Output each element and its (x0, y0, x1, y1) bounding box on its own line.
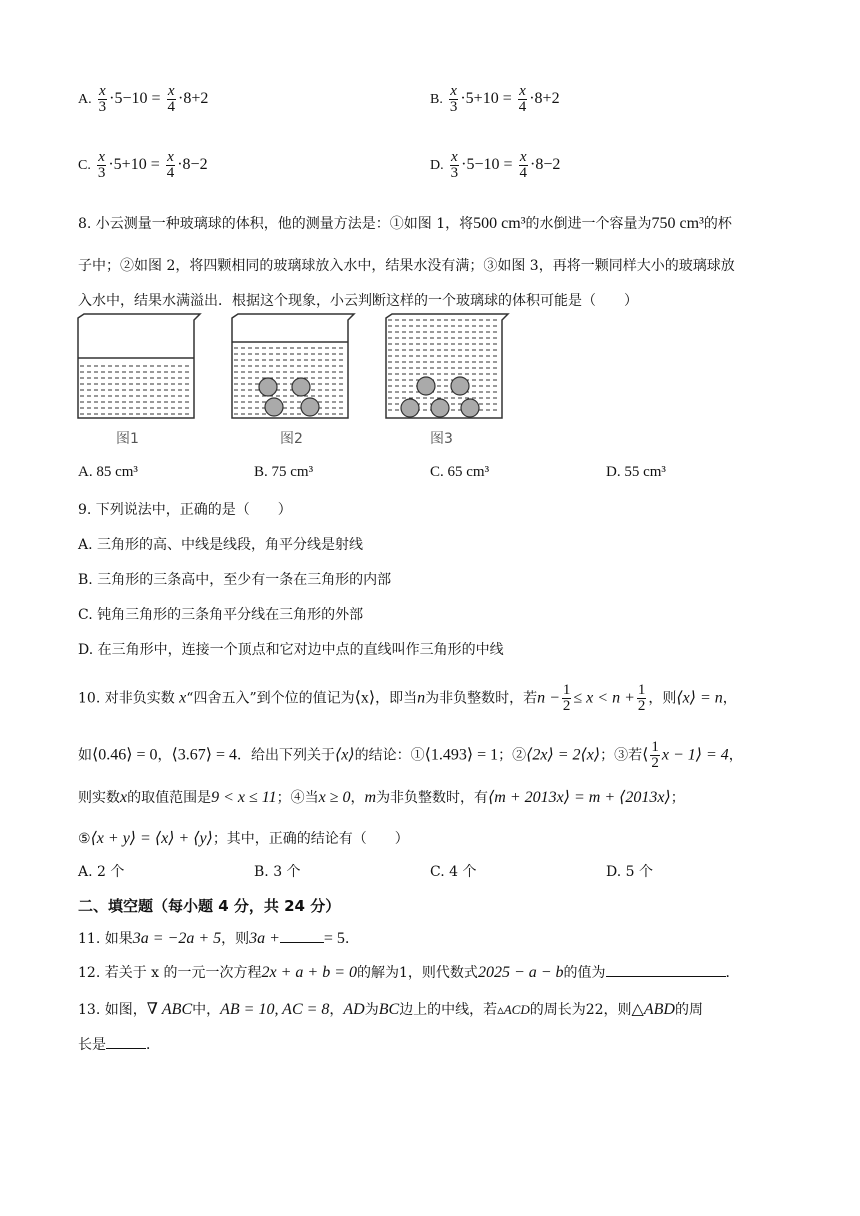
q7-option-a[interactable] (78, 84, 208, 115)
fraction (98, 84, 108, 115)
beaker-2 (232, 314, 354, 418)
q9-stem: 9. 下列说法中，正确的是（ ） (78, 502, 292, 518)
q9-option-c[interactable]: C. 钝角三角形的三条角平分线在三角形的外部 (78, 607, 364, 623)
text: 为非负整数时，若 (425, 690, 538, 707)
math-text: 3a + (249, 930, 280, 947)
denominator: 4 (167, 99, 175, 115)
text: 的水倒进一个容量为 (525, 216, 652, 232)
text: ， (157, 747, 172, 764)
text: ．给出下列关于 (237, 747, 336, 764)
q10-stem-line4 (78, 829, 409, 849)
text: ． (146, 1037, 160, 1053)
math-text: ≤ x < n + (573, 689, 635, 707)
option-label: C. (78, 158, 91, 174)
text: ， (350, 790, 365, 806)
text: 11. 如果 (78, 931, 133, 947)
fraction (518, 84, 528, 115)
numerator: 1 (651, 739, 659, 755)
numerator: 1 (637, 682, 646, 698)
text: 长是 (78, 1037, 106, 1053)
denominator: 3 (449, 99, 458, 115)
numerator: x (451, 149, 458, 165)
math-text: ·8−2 (530, 156, 561, 174)
text: ；其中，正确的结论有（ ） (212, 831, 409, 847)
math-text: x ≥ 0 (318, 789, 351, 806)
math-text: ⟨x⟩ (335, 746, 355, 764)
math-text: 3a = −2a + 5 (132, 930, 222, 947)
denominator: 4 (166, 165, 175, 181)
math-text: m (364, 789, 377, 806)
q10-option-c[interactable]: C. 4 个 (430, 864, 477, 880)
q7-option-d[interactable] (430, 150, 560, 181)
text: 8. 小云测量一种玻璃球的体积，他的测量方法是：①如图 1，将 (78, 216, 474, 232)
text: 边上的中线，若 (399, 1002, 498, 1018)
math-text: 2x + a + b = 0 (261, 964, 358, 981)
numerator: x (167, 149, 174, 165)
text: ； (670, 790, 685, 806)
math-text: ⟨x⟩ = n (676, 689, 723, 707)
math-text: 750 cm³ (651, 215, 704, 232)
math-text: BC (378, 1001, 400, 1018)
q11 (78, 929, 359, 949)
q7-option-b[interactable] (430, 84, 560, 115)
math-text: = 5 (323, 930, 345, 947)
math-text: ⟨0.46⟩ = 0 (92, 746, 158, 764)
math-text: n (417, 689, 426, 707)
math-text: ·5+10 = (460, 90, 516, 108)
math-text: ⟨x + y⟩ = ⟨x⟩ + ⟨y⟩ (90, 830, 213, 847)
q8-option-c[interactable]: C. 65 cm³ (430, 464, 490, 480)
figure-2-caption: 图2 (280, 431, 303, 447)
beaker-3 (386, 314, 508, 418)
q9-option-a[interactable]: A. 三角形的高、中线是线段，角平分线是射线 (78, 537, 364, 553)
math-text: x (120, 789, 128, 806)
q13-line1 (78, 1000, 703, 1020)
text: 为 (364, 1002, 379, 1018)
fraction (167, 84, 177, 115)
text: ；④当 (276, 790, 319, 806)
q8-stem-line3: 入水中，结果水满溢出．根据这个现象，小云判断这样的一个玻璃球的体积可能是（ ） (78, 293, 638, 309)
beaker-1 (78, 314, 200, 418)
math-text: △ABD (631, 1001, 675, 1018)
math-text: ·8+2 (178, 90, 209, 108)
text: 的周 (674, 1002, 703, 1018)
math-text: ·8−2 (177, 156, 208, 174)
denominator: 2 (562, 698, 571, 714)
text: 13. 如图， (78, 1002, 147, 1018)
numerator: x (519, 149, 527, 165)
q10-stem-line2 (78, 740, 743, 771)
numerator: x (450, 83, 457, 99)
fraction (562, 683, 572, 714)
q10-option-a[interactable]: A. 2 个 (78, 864, 125, 880)
answer-blank[interactable] (606, 976, 726, 977)
denominator: 3 (98, 99, 107, 115)
text: ， (329, 1002, 344, 1018)
denominator: 3 (97, 165, 106, 181)
math-text: 500 cm³ (473, 215, 526, 232)
answer-blank[interactable] (106, 1048, 146, 1049)
denominator: 2 (651, 755, 659, 771)
option-label: D. (430, 158, 444, 174)
q7-option-c[interactable] (78, 150, 208, 181)
math-text: AB = 10, AC = 8 (220, 1001, 330, 1018)
figure-3-caption: 图3 (430, 431, 453, 447)
fraction (97, 150, 107, 181)
fraction (650, 740, 660, 771)
math-text: x (179, 689, 187, 707)
text: 中， (192, 1002, 221, 1018)
math-text: 9 < x ≤ 11 (211, 789, 277, 806)
math-text: ∇ ABC (146, 1001, 193, 1018)
q10-stem-line3 (78, 788, 685, 808)
text: 的结论：① (354, 747, 425, 764)
math-text: AD (343, 1001, 365, 1018)
text: ，则 (648, 690, 677, 707)
text: 如 (78, 747, 92, 764)
answer-blank[interactable] (280, 942, 324, 943)
section-title: 二、填空题（每小题 4 分，共 24 分） (78, 897, 341, 915)
math-text: n − (537, 689, 560, 707)
text: ；② (498, 747, 527, 764)
math-text: ·5+10 = (108, 156, 164, 174)
text: ， (722, 690, 737, 707)
text: ． (725, 965, 740, 981)
q8-stem-line1 (78, 214, 732, 234)
math-text: ⟨3.67⟩ = 4 (171, 746, 238, 764)
q10-stem-line1 (78, 683, 737, 714)
numerator: x (519, 83, 526, 99)
math-text: ⟨2x⟩ = 2⟨x⟩ (526, 746, 601, 764)
math-text: ▵ACD (497, 1002, 530, 1017)
denominator: 2 (637, 698, 646, 714)
text: 的解为1，则代数式 (357, 965, 478, 981)
math-text: 2025 − a − b (477, 964, 564, 981)
math-text: ⟨x⟩ (354, 689, 376, 707)
math-text: ·5−10 = (109, 90, 165, 108)
text: 的值为 (563, 965, 606, 981)
math-text: ·8+2 (529, 90, 560, 108)
text: “四舍五入”到个位的值记为 (186, 690, 355, 707)
text: ，则 (221, 931, 250, 947)
text: ⑤ (78, 831, 91, 847)
q10-option-b[interactable]: B. 3 个 (254, 864, 301, 880)
math-text: ⟨m + 2013x⟩ = m + ⟨2013x⟩ (488, 789, 671, 806)
fraction (449, 84, 459, 115)
text: 的取值范围是 (127, 790, 212, 806)
text: 则实数 (78, 790, 120, 806)
text: ， (728, 747, 743, 764)
text: 10. 对非负实数 (78, 690, 175, 707)
q9-option-d[interactable]: D. 在三角形中，连接一个顶点和它对边中点的直线叫作三角形的中线 (78, 642, 504, 658)
numerator: x (98, 149, 105, 165)
numerator: x (167, 83, 175, 99)
q8-option-b[interactable]: B. 75 cm³ (254, 464, 314, 480)
text: ． (344, 931, 359, 947)
denominator: 4 (518, 99, 527, 115)
text: 的杯 (703, 216, 732, 232)
option-label: B. (430, 92, 443, 108)
math-text: ⟨1.493⟩ = 1 (424, 746, 499, 764)
math-text: ·5−10 = (461, 156, 517, 174)
text: 12. 若关于 x 的一元一次方程 (78, 965, 262, 981)
math-text: ⟨ (642, 746, 649, 764)
text: 的周长为22，则 (529, 1002, 632, 1018)
math-text: x − 1⟩ = 4 (661, 746, 729, 764)
q10-option-d[interactable]: D. 5 个 (606, 864, 653, 880)
text: ，即当 (375, 690, 418, 707)
q12 (78, 963, 740, 983)
fraction (166, 150, 176, 181)
denominator: 3 (450, 165, 459, 181)
q8-option-d[interactable]: D. 55 cm³ (606, 464, 666, 480)
beaker-figures (70, 308, 590, 420)
fraction (637, 683, 647, 714)
numerator: 1 (562, 682, 571, 698)
text: 为非负整数时，有 (376, 790, 489, 806)
option-label: A. (78, 92, 92, 108)
numerator: x (99, 83, 106, 99)
fraction (450, 150, 460, 181)
text: ；③若 (600, 747, 643, 764)
q8-option-a[interactable]: A. 85 cm³ (78, 464, 138, 480)
q9-option-b[interactable]: B. 三角形的三条高中，至少有一条在三角形的内部 (78, 572, 392, 588)
q8-stem-line2: 子中；②如图 2，将四颗相同的玻璃球放入水中，结果水没有满；③如图 3，再将一颗同样大小的玻璃球放 (78, 258, 735, 274)
fraction (519, 150, 529, 181)
q13-line2 (78, 1035, 160, 1055)
denominator: 4 (519, 165, 527, 181)
figure-1-caption: 图1 (116, 431, 139, 447)
